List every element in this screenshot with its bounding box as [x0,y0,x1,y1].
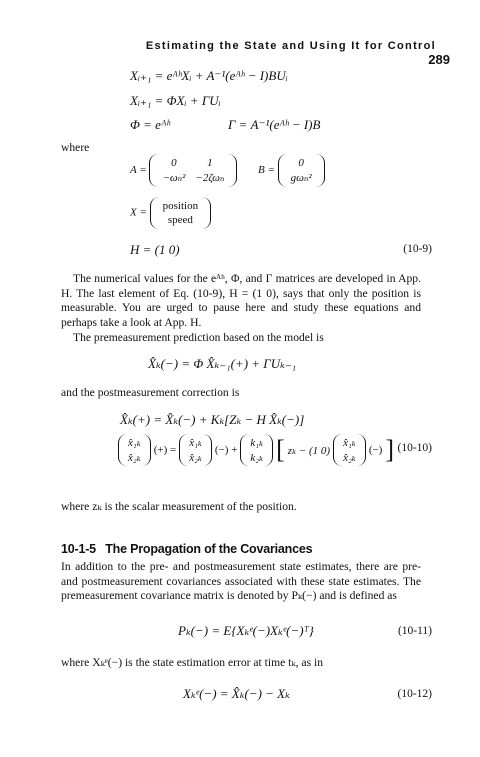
matrix-X-label: X = [130,206,147,219]
section-heading [61,542,312,556]
equation-correction: X̂ₖ(+) = X̂ₖ(−) + Kₖ[Zₖ − H X̂ₖ(−)] [120,412,305,427]
close-bracket: ] [385,435,395,464]
equation-number-10-9: (10-9) [403,243,432,255]
vector-cell: x̂₂ₖ [343,452,356,464]
vector-cell: x̂₁ₖ [128,437,141,449]
matrix-X-body [150,197,211,229]
vector-cell: x̂₂ₖ [128,452,141,464]
vector-cell: k₁ₖ [250,437,264,449]
equation-H: H = (1 0) [130,242,180,257]
vector-cell: x̂₂ₖ [189,452,202,464]
section-title: The Propagation of the Covariances [105,542,313,556]
expanded-middle: zₖ − (1 0) [287,444,331,457]
paragraph-premeasurement: The premeasurement prediction based on the model is [73,331,324,344]
equation-estimation-error: Xₖᵉ(−) = X̂ₖ(−) − Xₖ [183,686,290,701]
equation-prediction: X̂ₖ(−) = Φ X̂ₖ₋₁(+) + ΓUₖ₋₁ [148,356,297,371]
section-number: 10-1-5 [61,542,96,556]
matrix-A-cell: −2ζωₙ [195,172,225,184]
matrix-A [130,154,237,187]
matrix-B-body [278,154,325,187]
vector-xhat-plus [118,434,151,466]
text-postmeasurement-intro: and the postmeasurement correction is [61,386,240,399]
matrix-B-label: B = [258,164,275,177]
vector-cell: k₂ₖ [250,452,264,464]
matrix-A-cell: 1 [207,157,213,169]
matrix-X [130,197,211,229]
text-error-intro: where Xₖᵉ(−) is the state estimation error at time tₖ, as in [61,656,324,669]
running-head-title: Estimating the State and Using It for Control [145,40,436,52]
expanded-minus-arg: (−) + [214,444,238,456]
where-label: where [61,141,90,154]
paragraph-covariances: In addition to the pre- and postmeasurement state estimates, there are pre- and postmeasurement covariances associated with these state estimates. The premeasurement covariance matrix is denoted by Pₖ(−) and is defined as [61,560,421,603]
matrix-A-label: A = [130,164,147,177]
equation-state-transition: Xᵢ₊₁ = eᴬʰXᵢ + A⁻¹(eᴬʰ − I)BUᵢ [130,68,288,83]
matrix-B-cell: gωₙ² [290,172,312,184]
vector-gain [240,434,273,466]
matrix-B [258,154,325,187]
vector-cell: x̂₁ₖ [189,437,202,449]
page-number: 289 [428,52,450,67]
open-bracket: [ [276,435,285,464]
equation-number-10-12: (10-12) [397,688,432,700]
running-head [120,40,450,67]
matrix-A-cell: −ωₙ² [162,172,186,184]
equation-discrete-state: Xᵢ₊₁ = ΦXᵢ + ΓUᵢ [130,93,221,108]
vector-xhat-minus-2 [333,434,366,466]
matrix-X-cell: speed [167,214,193,226]
text-zk-definition: where zₖ is the scalar measurement of the position. [61,500,297,513]
matrix-A-cell: 0 [171,157,177,169]
vector-xhat-minus [179,434,212,466]
matrix-X-cell: position [162,200,199,212]
matrix-B-cell: 0 [298,157,304,169]
equation-expanded-correction [118,434,394,466]
equation-gamma-definition: Γ = A⁻¹(eᴬʰ − I)B [228,117,321,132]
equation-phi-definition: Φ = eᴬʰ [130,117,171,132]
equation-number-10-10: (10-10) [397,442,432,454]
expanded-end: (−) [368,444,383,456]
vector-cell: x̂₁ₖ [343,437,356,449]
matrix-A-body [149,154,237,187]
paragraph-numerical-values: The numerical values for the eᴬʰ, Φ, and Γ matrices are developed in App. H. The last element of Eq. (10-9), H = (1 0), says that only the position is measurable. You are urged to pause here and study these equations and perhaps take a look at App. H. [61,272,421,329]
equation-covariance: Pₖ(−) = E{Xₖᵉ(−)Xₖᵉ(−)ᵀ} [178,623,314,638]
equation-number-10-11: (10-11) [397,625,432,637]
expanded-plus-arg: (+) = [153,444,177,456]
